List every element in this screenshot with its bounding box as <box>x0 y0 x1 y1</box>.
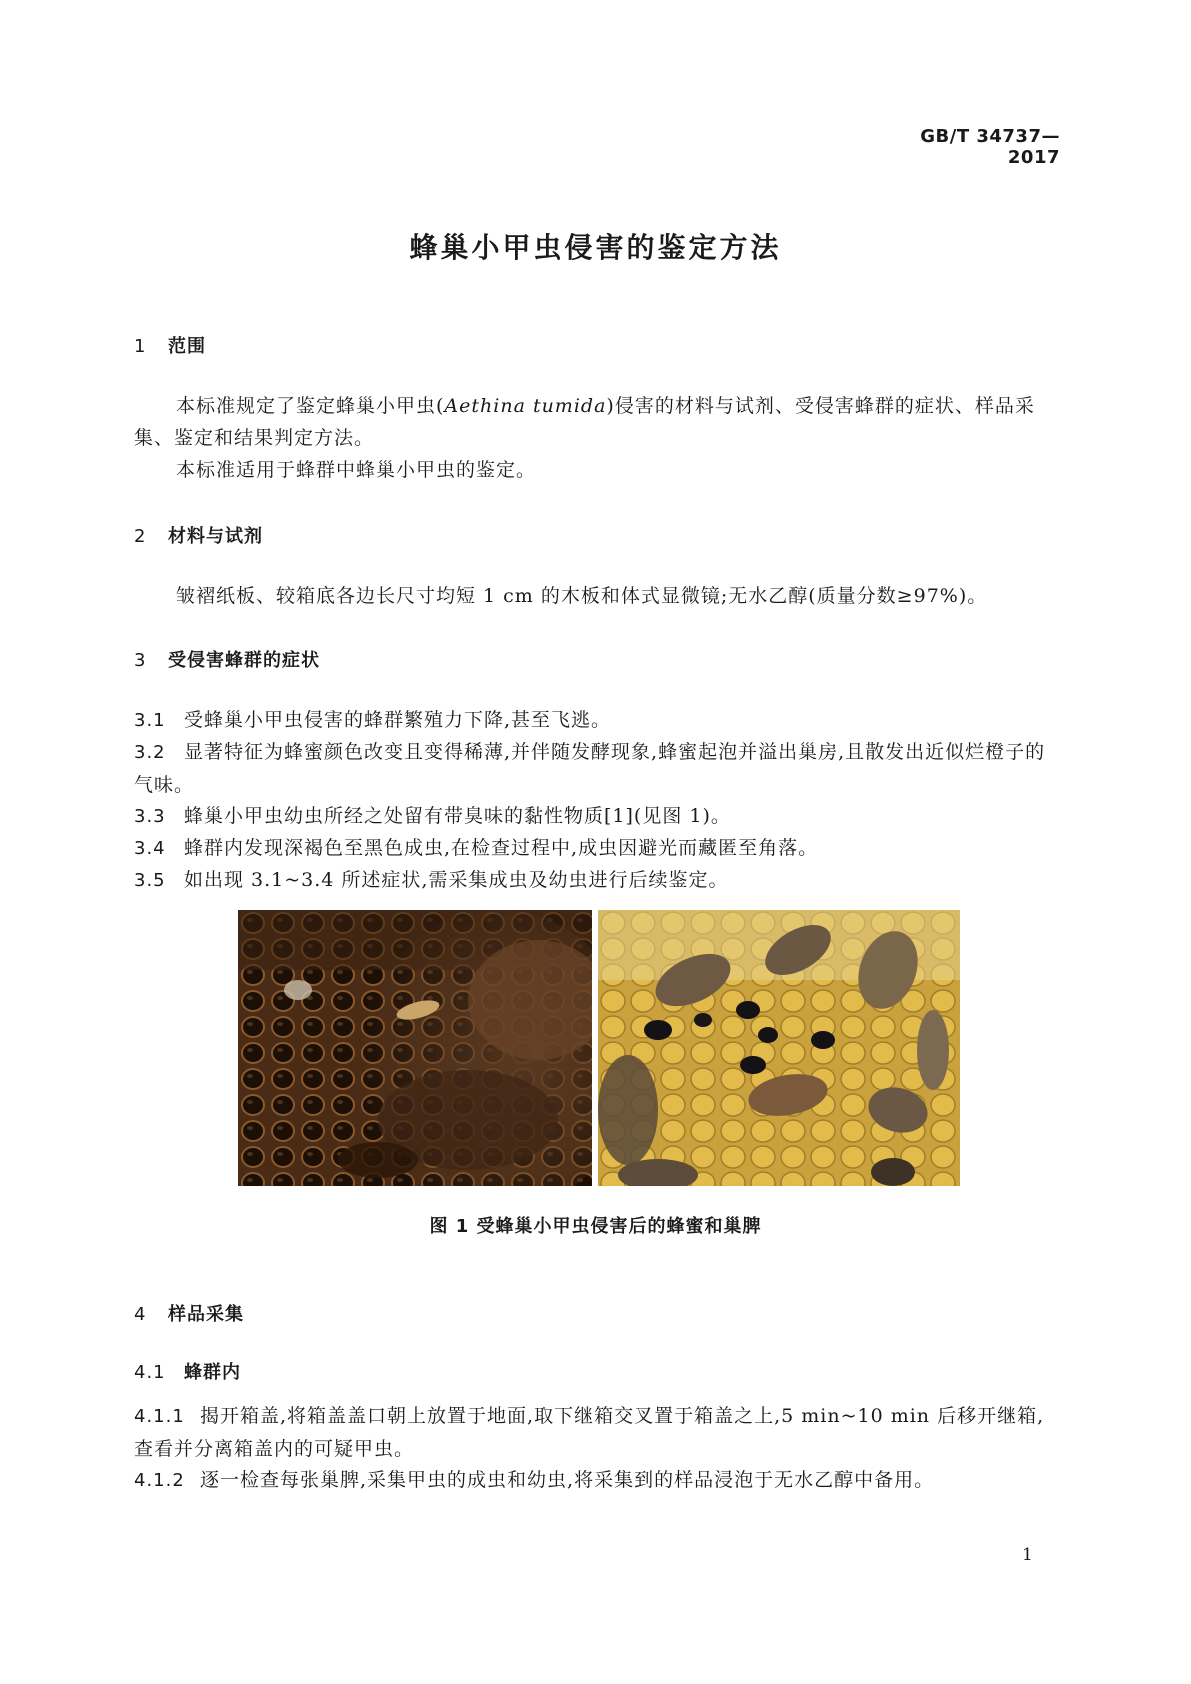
section-number: 2 <box>134 526 147 547</box>
item-number: 4.1.1 <box>134 1406 185 1427</box>
item-text: 蜂巢小甲虫幼虫所经之处留有带臭味的黏性物质[1](见图 1)。 <box>184 805 731 827</box>
section-title: 样品采集 <box>168 1304 244 1325</box>
figure-photo-honeycomb-damaged <box>238 910 592 1186</box>
list-item <box>134 1464 1062 1497</box>
section-4-heading <box>134 1300 244 1326</box>
item-text: 受蜂巢小甲虫侵害的蜂群繁殖力下降,甚至飞逃。 <box>184 709 612 731</box>
section-2-paragraph-1: 皱褶纸板、较箱底各边长尺寸均短 1 cm 的木板和体式显微镜;无水乙醇(质量分数≥97%)。 <box>176 585 988 607</box>
list-item <box>134 704 1062 737</box>
item-number: 3.5 <box>134 870 166 891</box>
list-item <box>134 1400 1062 1465</box>
item-number: 3.1 <box>134 710 166 731</box>
item-number: 3.4 <box>134 838 166 859</box>
item-number: 4.1.2 <box>134 1470 185 1491</box>
standard-code: GB/T 34737—2017 <box>920 126 1060 168</box>
figure-photo-bees-on-comb <box>598 910 960 1186</box>
list-item <box>134 832 1062 865</box>
item-text: 揭开箱盖,将箱盖盖口朝上放置于地面,取下继箱交叉置于箱盖之上,5 min~10 min 后移开继箱,查看并分离箱盖内的可疑甲虫。 <box>134 1405 1045 1460</box>
text-run: 本标准规定了鉴定蜂巢小甲虫( <box>176 395 445 417</box>
subsection-title: 蜂群内 <box>184 1362 241 1383</box>
item-number: 3.3 <box>134 806 166 827</box>
list-item <box>134 864 1062 897</box>
section-1-paragraph-2: 本标准适用于蜂群中蜂巢小甲虫的鉴定。 <box>176 459 537 481</box>
honeycomb-damaged-illustration <box>238 910 592 1186</box>
bees-on-comb-illustration <box>598 910 960 1186</box>
document-title: 蜂巢小甲虫侵害的鉴定方法 <box>409 231 782 264</box>
text-run: )侵害的材料与试剂、受侵害蜂群的症状、样品采集、鉴定和结果判定方法。 <box>134 395 1035 449</box>
section-number: 4 <box>134 1304 147 1325</box>
subsection-4-1-heading <box>134 1358 241 1384</box>
section-number: 1 <box>134 336 147 357</box>
section-title: 材料与试剂 <box>168 526 263 547</box>
item-text: 如出现 3.1~3.4 所述症状,需采集成虫及幼虫进行后续鉴定。 <box>184 869 729 891</box>
section-title: 范围 <box>168 336 206 357</box>
list-item <box>134 800 1062 833</box>
list-item <box>134 736 1062 801</box>
item-number: 3.2 <box>134 742 166 763</box>
subsection-number: 4.1 <box>134 1362 166 1383</box>
section-number: 3 <box>134 650 147 671</box>
item-text: 显著特征为蜂蜜颜色改变且变得稀薄,并伴随发酵现象,蜂蜜起泡并溢出巢房,且散发出近似烂橙子的气味。 <box>134 741 1046 796</box>
section-1-heading <box>134 332 206 358</box>
section-2-heading <box>134 522 263 548</box>
section-3-heading <box>134 646 320 672</box>
page-number: 1 <box>1022 1545 1033 1565</box>
section-title: 受侵害蜂群的症状 <box>168 650 320 671</box>
item-text: 蜂群内发现深褐色至黑色成虫,在检查过程中,成虫因避光而藏匿至角落。 <box>184 837 819 859</box>
section-1-paragraph-1 <box>134 390 1062 454</box>
figure-caption: 图 1 受蜂巢小甲虫侵害后的蜂蜜和巢脾 <box>429 1216 762 1237</box>
scientific-name: Aethina tumida <box>444 395 607 417</box>
item-text: 逐一检查每张巢脾,采集甲虫的成虫和幼虫,将采集到的样品浸泡于无水乙醇中备用。 <box>200 1469 935 1491</box>
